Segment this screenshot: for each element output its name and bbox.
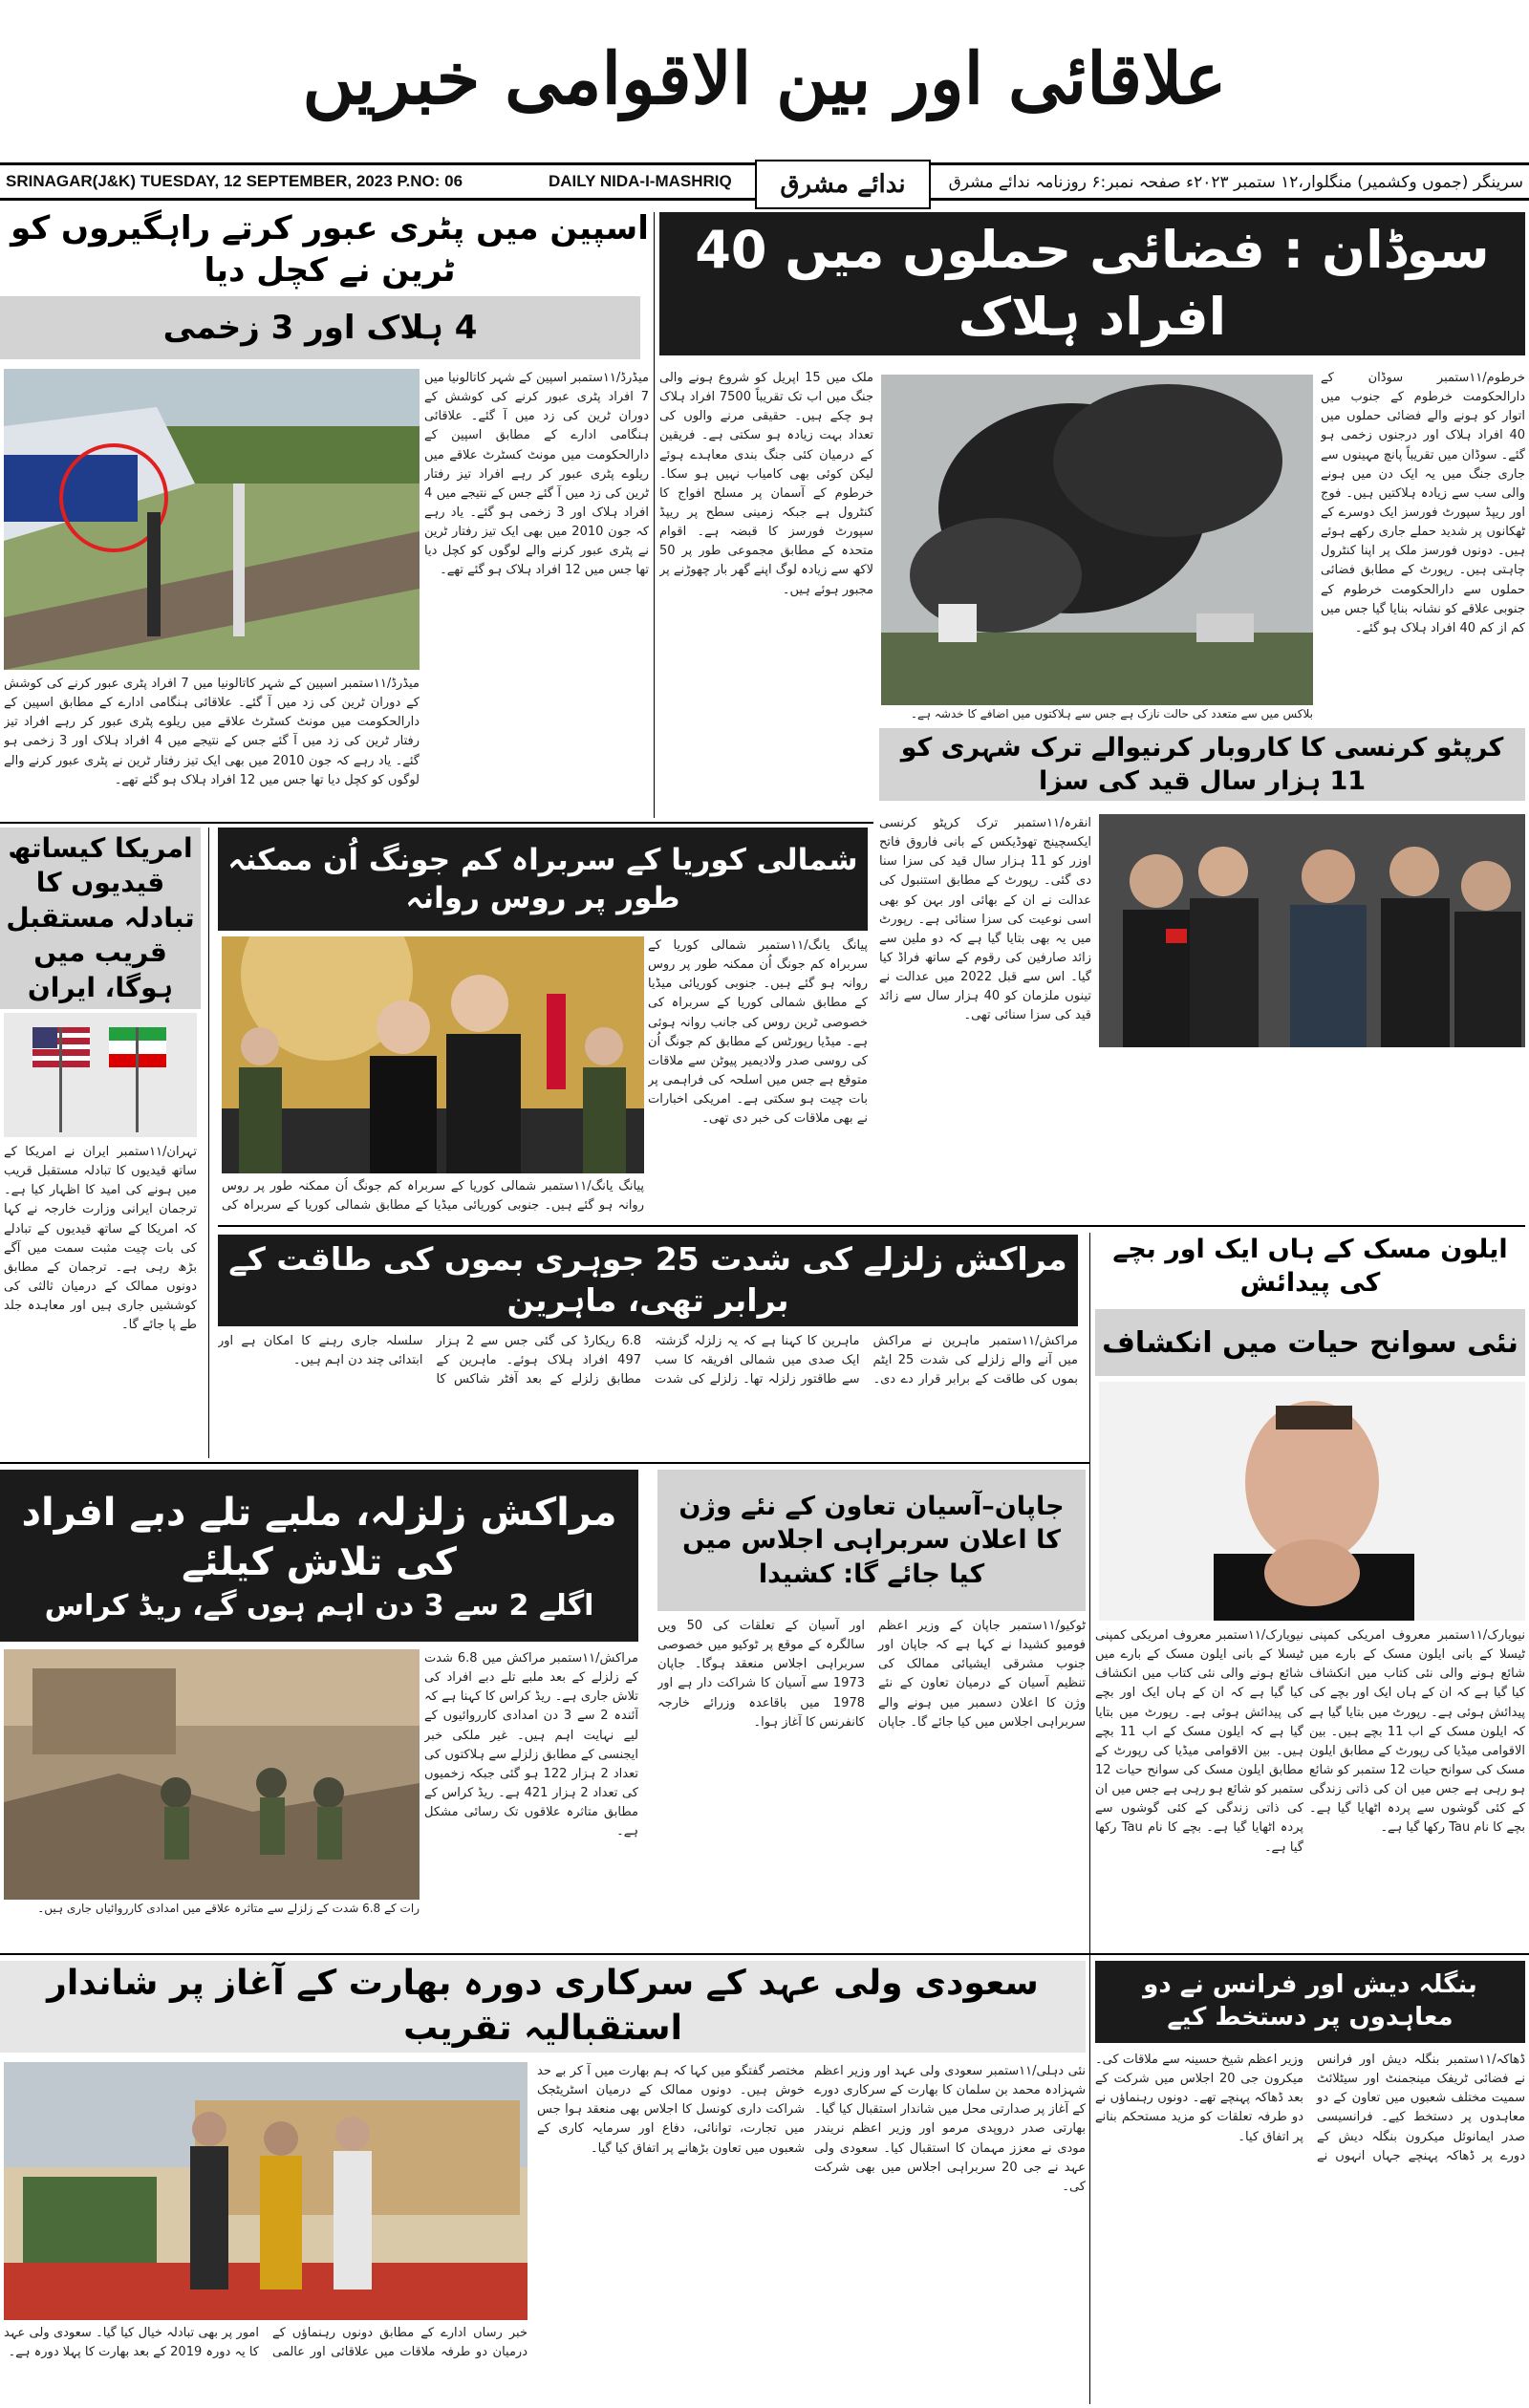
iran-body: تہران/۱۱ستمبر ایران نے امریکا کے ساتھ قیدیوں کا تبادلہ مستقبل قریب میں ہونے کی امید کا اظہار کیا ہے۔ ترجمان ایرانی وزارت خارجہ نے کہا کہ امریکا کے ساتھ قیدیوں کے تبادلے کی بات چیت مثبت سمت میں آگے بڑھ رہی ہے۔ ترجمان کے مطابق دونوں ممالک کے درمیان ثالثی کی کوششیں جاری ہیں اور معاہدہ جلد طے پا جائے گا۔ xyxy=(4,1145,197,1333)
dateline-bar xyxy=(0,162,1529,201)
column-rule xyxy=(208,828,209,1458)
morocco-rescue-headline: مراکش زلزلہ، ملبے تلے دبے افراد کی تلاش کیلئے xyxy=(21,1490,617,1584)
musk-body-1: نیویارک/۱۱ستمبر معروف امریکی کمپنی ٹیسلا کے بانی ایلون مسک کے بارے میں شائع ہونے والی نئی کتاب میں انکشاف کیا گیا ہے کہ ان کے ہاں ایک اور بچے کی پیدائش ہوئی ہے۔ رپورٹ میں بتایا گیا ہے کہ ایلون مسک کے اب 11 بچے ہیں۔ بین الاقوامی میڈیا کی رپورٹ کے مطابق ایلون مسک کی سوانح حیات 12 ستمبر کو شائع ہو رہی ہے جس میں ان کی ذاتی زندگی کے کئی گوشوں سے پردہ اٹھایا گیا ہے۔ بچے کا نام Tau رکھا گیا ہے۔ xyxy=(1309,1628,1525,1836)
morocco-rescue-body: مراکش/۱۱ستمبر مراکش میں 6.8 شدت کے زلزلے کے بعد ملبے تلے دبے افراد کی تلاش جاری ہے۔ ریڈ کراس کا کہنا ہے کہ آئندہ 2 سے 3 دن امدادی کارروائیوں کے لیے نہایت اہم ہیں۔ غیر ملکی خبر ایجنسی کے مطابق زلزلے سے ہلاکتوں کی تعداد 2 ہزار 122 ہو گئی جبکہ زخمیوں کی تعداد 2 ہزار 421 ہے۔ ریڈ کراس کے مطابق متاثرہ علاقوں تک رسائی مشکل ہے۔ xyxy=(424,1651,638,1839)
iran-headline: امریکا کیساتھ قیدیوں کا تبادلہ مستقبل قریب میں ہوگا، ایران xyxy=(0,828,201,1009)
smoke-photo xyxy=(881,375,1313,705)
section-rule xyxy=(218,1225,1525,1227)
spain-headline: اسپین میں پٹری عبور کرتے راہگیروں کو ٹرین نے کچل دیا xyxy=(11,208,649,290)
musk-subheadline: نئی سوانح حیات میں انکشاف xyxy=(1095,1309,1525,1376)
saudi-body-1: نئی دہلی/۱۱ستمبر سعودی ولی عہد اور وزیر اعظم شہزادہ محمد بن سلمان کا بھارت کے سرکاری دورے کے آغاز پر صدارتی محل میں شاندار استقبال کیا گیا۔ بھارتی صدر دروپدی مرمو اور وزیر اعظم نریندر مودی نے معزز مہمان کا استقبال کیا۔ سعودی ولی عہد نے جی 20 سربراہی اجلاس میں بھی شرکت کی۔ xyxy=(814,2064,1086,2194)
korea-headline: شمالی کوریا کے سربراہ کم جونگ اُن ممکنہ طور پر روس روانہ xyxy=(218,828,868,931)
spain-subheadline: 4 ہلاک اور 3 زخمی xyxy=(0,296,640,359)
column-rule xyxy=(1089,1233,1090,2404)
spain-body-cont: میڈرڈ/۱۱ستمبر اسپین کے شہر کاتالونیا میں 7 افراد پٹری عبور کرنے کی کوشش کے دوران ٹرین کی زد میں آ گئے۔ علاقائی ہنگامی ادارے کے مطابق اسپین کے دارالحکومت میں مونٹ کسٹرٹ علاقے میں ریلوے پٹری عبور کر رہے افراد تیز رفتار ٹرین کی زد میں آ گئے جس کے نتیجے میں 4 افراد ہلاک اور 3 زخمی ہو گئے۔ یاد رہے کہ جون 2010 میں بھی ایک تیز رفتار ٹرین نے پٹری عبور کرنے والے لوگوں کو کچل دیا تھا جس میں 12 افراد ہلاک ہو گئے تھے۔ xyxy=(4,677,420,787)
crypto-body: انقرہ/۱۱ستمبر ترک کرپٹو کرنسی ایکسچینج تھوڈیکس کے بانی فاروق فاتح اوزر کو 11 ہزار سال قید کی سزا سنا دی گئی۔ رپورٹ کے مطابق استنبول کی عدالت نے ان کے بھائی اور بہن کو بھی اسی نوعیت کی سزا سنائی ہے۔ رپورٹ میں یہ بھی بتایا گیا ہے کہ دو ملین سے زائد صارفین کی رقوم کے ساتھ فراڈ کیا گیا۔ اس سے قبل 2022 میں عدالت نے تینوں ملزمان کو 40 ہزار سال سے زائد قید کی سزا سنائی تھی۔ xyxy=(879,816,1091,1023)
bangladesh-body: ڈھاکہ/۱۱ستمبر بنگلہ دیش اور فرانس نے فضائی ٹریفک مینجمنٹ اور سیٹلائٹ سمیت مختلف شعبوں میں تعاون کے دو معاہدوں پر دستخط کیے۔ فرانسیسی صدر ایمانوئل میکرون بنگلہ دیش کے دورے پر ڈھاکہ پہنچے جہاں انہوں نے وزیر اعظم شیخ حسینہ سے ملاقات کی۔ میکرون جی 20 اجلاس میں شرکت کے بعد ڈھاکہ پہنچے تھے۔ دونوں رہنماؤں نے دو طرفہ تعلقات کو مزید مستحکم بنانے پر اتفاق کیا۔ xyxy=(1095,2053,1525,2163)
kim-photo xyxy=(222,936,644,1173)
musk-photo xyxy=(1099,1382,1525,1621)
sudan-headline: سوڈان : فضائی حملوں میں 40 افراد ہلاک xyxy=(659,212,1525,355)
saudi-body-2: مختصر گفتگو میں کہا کہ ہم بھارت میں آ کر بے حد خوش ہیں۔ دونوں ممالک کے درمیان اسٹریٹجک شراکت داری کونسل کا اجلاس بھی منعقد ہوا جس میں تجارت، توانائی، دفاع اور سرمایہ کاری کے شعبوں میں تعاون بڑھانے پر اتفاق کیا گیا۔ xyxy=(537,2064,805,2156)
japan-body: ٹوکیو/۱۱ستمبر جاپان کے وزیر اعظم فومیو کشیدا نے کہا ہے کہ جاپان اور جنوب مشرقی ایشیائی ممالک کی تنظیم آسیان کے درمیان تعاون کے نئے وژن کا اعلان دسمبر میں ہونے والے سربراہی اجلاس میں کیا جائے گا۔ جاپان اور آسیان کے تعلقات کی 50 ویں سالگرہ کے موقع پر ٹوکیو میں خصوصی سربراہی اجلاس منعقد ہوگا۔ جاپان 1973 سے آسیان کا شراکت دار ہے اور 1978 میں باقاعدہ وزرائے خارجہ کانفرنس کا آغاز ہوا۔ xyxy=(657,1619,1086,1730)
column-rule xyxy=(654,212,655,818)
sudan-body-2: ملک میں 15 اپریل کو شروع ہونے والی جنگ میں اب تک تقریباً 7500 افراد ہلاک ہو چکے ہیں۔ حقیقی مرنے والوں کی تعداد بہت زیادہ ہو سکتی ہے۔ فریقین کے درمیان کئی جنگ بندی معاہدے ہوئے لیکن کوئی بھی کامیاب نہیں ہو سکا۔ خرطوم کے آسمان پر مسلح افواج کا کنٹرول ہے جبکہ زمینی سطح پر ریپڈ سپورٹ فورسز کا قبضہ ہے۔ اقوام متحدہ کے مطابق مجموعی طور پر 50 لاکھ سے زیادہ لوگ اپنے گھر بار چھوڑنے پر مجبور ہوئے ہیں۔ xyxy=(659,371,873,597)
section-rule xyxy=(0,822,873,824)
crypto-arrest-photo xyxy=(1099,814,1525,1047)
morocco-rescue-headline-block xyxy=(0,1470,638,1642)
dateline-right: سرینگر (جموں وکشمیر) منگلوار،۱۲ ستمبر ۲۰۲۳ء صفحہ نمبر:۶ روزنامہ ندائے مشرق xyxy=(948,172,1523,192)
korea-body-cont: پیانگ یانگ/۱۱ستمبر شمالی کوریا کے سربراہ کم جونگ اُن ممکنہ طور پر روس روانہ ہو گئے ہیں۔ جنوبی کوریائی میڈیا کے مطابق شمالی کوریا کے سربراہ کی xyxy=(222,1179,644,1214)
logo-text: ندائے مشرق xyxy=(780,170,906,199)
spain-body: میڈرڈ/۱۱ستمبر اسپین کے شہر کاتالونیا میں 7 افراد پٹری عبور کرنے کی کوشش کے دوران ٹرین کی زد میں آ گئے۔ علاقائی ہنگامی ادارے کے مطابق اسپین کے دارالحکومت میں مونٹ کسٹرٹ علاقے میں ریلوے پٹری عبور کر رہے افراد تیز رفتار ٹرین کی زد میں آ گئے جس کے نتیجے میں 4 افراد ہلاک اور 3 زخمی ہو گئے۔ یاد رہے کہ جون 2010 میں بھی ایک تیز رفتار ٹرین نے پٹری عبور کرنے والے لوگوں کو کچل دیا تھا جس میں 12 افراد ہلاک ہو گئے تھے۔ xyxy=(424,371,649,578)
crypto-headline: کرپٹو کرنسی کا کاروبار کرنیوالے ترک شہری کو 11 ہزار سال قید کی سزا xyxy=(879,728,1525,801)
japan-headline: جاپان–آسیان تعاون کے نئے وژن کا اعلان سربراہی اجلاس میں کیا جائے گا: کشیدا xyxy=(657,1470,1086,1611)
morocco-quake-headline: مراکش زلزلے کی شدت 25 جوہری بموں کی طاقت کے برابر تھی، ماہرین xyxy=(218,1235,1078,1326)
dateline-left: SRINAGAR(J&K) TUESDAY, 12 SEPTEMBER, 2023 P.NO: 06 xyxy=(6,172,463,190)
saudi-visit-photo xyxy=(4,2062,528,2320)
train-photo xyxy=(4,369,420,670)
section-rule xyxy=(0,1462,1089,1464)
morocco-quake-body: مراکش/۱۱ستمبر ماہرین نے مراکش میں آنے والے زلزلے کی شدت 25 ایٹم بموں کی طاقت کے برابر قرار دے دی۔ ماہرین کا کہنا ہے کہ یہ زلزلہ گزشتہ ایک صدی میں شمالی افریقہ کا سب سے طاقتور زلزلہ تھا۔ زلزلے کی شدت 6.8 ریکارڈ کی گئی جس سے 2 ہزار 497 افراد ہلاک ہوئے۔ ماہرین کے مطابق زلزلے کے بعد آفٹر شاکس کا سلسلہ جاری رہنے کا امکان ہے اور ابتدائی چند دن اہم ہیں۔ xyxy=(218,1334,1078,1387)
masthead xyxy=(0,0,1529,158)
korea-body: پیانگ یانگ/۱۱ستمبر شمالی کوریا کے سربراہ کم جونگ اُن ممکنہ طور پر روس روانہ ہو گئے ہیں۔ جنوبی کوریائی میڈیا کے مطابق شمالی کوریا کے سربراہ کی خصوصی ٹرین روس کی جانب روانہ ہوئی ہے۔ میڈیا رپورٹس کے مطابق کم جونگ اُن کی روسی صدر ولادیمیر پیوٹن سے ملاقات متوقع ہے جس میں اسلحہ کی فراہمی پر بات چیت ہو سکتی ہے۔ امریکی اخبارات نے بھی ملاقات کی خبر دی تھی۔ xyxy=(648,938,868,1127)
flags-photo xyxy=(4,1013,197,1137)
newspaper-logo xyxy=(755,160,931,209)
sudan-caption: بلاکس میں سے متعدد کی حالت نازک ہے جس سے ہلاکتوں میں اضافے کا خدشہ ہے۔ xyxy=(910,707,1313,720)
musk-body-2: نیویارک/۱۱ستمبر معروف امریکی کمپنی ٹیسلا کے بانی ایلون مسک کے بارے میں شائع ہونے والی نئی کتاب میں انکشاف کیا گیا ہے کہ ان کے ہاں ایک اور بچے کی پیدائش ہوئی ہے۔ رپورٹ میں بتایا گیا ہے کہ ایلون مسک کے اب 11 بچے ہیں۔ بین الاقوامی میڈیا کی رپورٹ کے مطابق ایلون مسک کی سوانح حیات 12 ستمبر کو شائع ہو رہی ہے جس میں ان کی ذاتی زندگی کے کئی گوشوں سے پردہ اٹھایا گیا ہے۔ بچے کا نام Tau رکھا گیا ہے۔ xyxy=(1095,1628,1303,1855)
morocco-rescue-subheadline: اگلے 2 سے 3 دن اہم ہوں گے، ریڈ کراس xyxy=(44,1588,594,1623)
musk-headline: ایلون مسک کے ہاں ایک اور بچے کی پیدائش xyxy=(1112,1234,1508,1298)
section-rule xyxy=(0,1953,1529,1955)
saudi-headline: سعودی ولی عہد کے سرکاری دورہ بھارت کے آغاز پر شاندار استقبالیہ تقریب xyxy=(0,1961,1086,2053)
sudan-body-1: خرطوم/۱۱ستمبر سوڈان کے دارالحکومت خرطوم کے جنوب میں اتوار کو ہونے والے فضائی حملوں میں 40 افراد ہلاک اور درجنوں زخمی ہو گئے۔ سوڈان میں تقریباً پانچ مہینوں سے جاری جنگ میں یہ ایک دن میں ہونے والی سب سے زیادہ ہلاکتیں ہیں۔ فوج اور ریپڈ سپورٹ فورسز ایک دوسرے کے ٹھکانوں پر شدید حملے جاری رکھے ہوئے ہیں۔ دونوں فورسز ملک پر اپنا کنٹرول چاہتی ہیں۔ رپورٹ کے مطابق فضائی حملوں سے دارالحکومت خرطوم کے جنوبی علاقے کو نشانہ بنایا گیا جس میں کم از کم 40 افراد ہلاک ہو گئے۔ xyxy=(1321,371,1525,635)
masthead-title: علاقائی اور بین الاقوامی خبریں xyxy=(302,37,1227,120)
rubble-photo xyxy=(4,1649,420,1900)
saudi-body-cont: خبر رساں ادارے کے مطابق دونوں رہنماؤں کے درمیان دو طرفہ ملاقات میں علاقائی اور عالمی امور پر بھی تبادلہ خیال کیا گیا۔ سعودی ولی عہد کا یہ دورہ 2019 کے بعد بھارت کا پہلا دورہ ہے۔ xyxy=(4,2326,528,2360)
dateline-paper-name: DAILY NIDA-I-MASHRIQ xyxy=(549,172,732,190)
morocco-rescue-caption: رات کے 6.8 شدت کے زلزلے سے متاثرہ علاقے میں امدادی کارروائیاں جاری ہیں۔ xyxy=(37,1902,420,1915)
bangladesh-headline: بنگلہ دیش اور فرانس نے دو معاہدوں پر دستخط کیے xyxy=(1095,1961,1525,2043)
